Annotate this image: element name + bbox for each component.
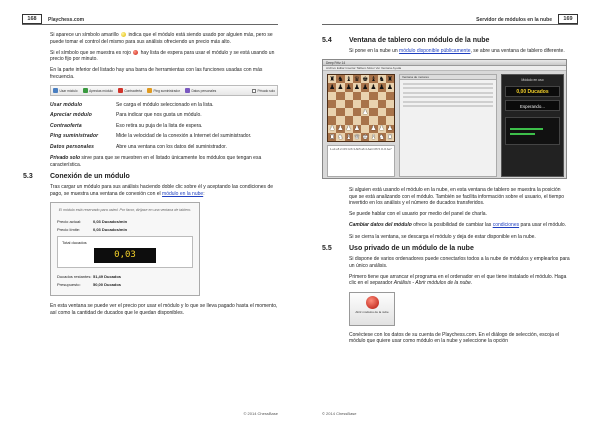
board-square[interactable]: [353, 83, 361, 91]
chess-piece-icon[interactable]: ♟: [386, 124, 393, 133]
section-heading-5-3: 5.3 Conexión de un módulo: [23, 173, 130, 181]
board-square[interactable]: [361, 116, 369, 124]
chess-piece-icon[interactable]: ♞: [337, 132, 344, 141]
closing-paragraph: En esta ventana se puede ver el precio por usar el módulo y lo que se lleva pagado hasta el momento, así como la cantidad de ducados que le quedan disponibles.: [50, 303, 278, 316]
panel-line: [403, 83, 493, 85]
board-square[interactable]: [345, 108, 353, 116]
left-page-number: 168: [22, 14, 42, 24]
right-running-head: Servidor de módulos en la nube: [476, 17, 552, 23]
board-square[interactable]: [336, 92, 344, 100]
board-square[interactable]: [345, 83, 353, 91]
chess-piece-icon[interactable]: ♛: [353, 132, 360, 141]
user-module-icon: [53, 88, 58, 93]
dialog-row: Presupuesto: 50,00 Ducados: [57, 282, 122, 288]
section-5-4-paragraph: Si pone en la nube un módulo disponible públicamente, se abre una ventana de tablero diferente.: [349, 48, 565, 54]
board-square[interactable]: [328, 83, 336, 91]
cloud-panel-title: Módulo en uso: [521, 78, 544, 83]
chess-piece-icon[interactable]: ♞: [337, 74, 344, 83]
board-square[interactable]: [369, 125, 377, 133]
chess-piece-icon[interactable]: ♛: [353, 74, 360, 83]
toolbar-use-module-button[interactable]: Usar módulo: [53, 88, 78, 93]
board-square[interactable]: [378, 83, 386, 91]
board-square[interactable]: [378, 125, 386, 133]
toolbar-personal-data-button[interactable]: Datos personales: [185, 88, 216, 93]
board-square[interactable]: [361, 92, 369, 100]
panel-line: [403, 101, 493, 103]
section-5-5-paragraph-1: Si dispone de varios ordenadores puede conectarlos todos a la nube de módulos y emplearlos para un único análisis.: [349, 256, 570, 269]
like-module-icon: [83, 88, 88, 93]
board-square[interactable]: [336, 100, 344, 108]
open-cloud-modules-button[interactable]: Abrir módulos de la nube: [349, 292, 395, 326]
toolbar-like-module-button[interactable]: Aprecias módulo: [83, 88, 113, 93]
board-square[interactable]: [328, 133, 336, 141]
section-heading-5-5: 5.5 Uso privado de un módulo de la nube: [322, 245, 474, 253]
board-square[interactable]: [361, 125, 369, 133]
cloud-module-icon: [366, 296, 379, 309]
board-square[interactable]: [353, 108, 361, 116]
panel-line: [403, 92, 493, 94]
board-square[interactable]: [345, 92, 353, 100]
chess-piece-icon[interactable]: ♟: [345, 83, 352, 92]
chess-piece-icon[interactable]: ♟: [353, 124, 360, 133]
change-data-paragraph: Cambiar datos del módulo ofrece la posibilidad de cambiar las condiciones para usar el módulo.: [349, 222, 567, 229]
usage-graph: [505, 117, 560, 145]
board-square[interactable]: [353, 100, 361, 108]
chat-paragraph: Se puede hablar con el usuario por medio del panel de charla.: [349, 211, 487, 218]
personal-data-icon: [185, 88, 190, 93]
intro-paragraph-toolbar: En la parte inferior del listado hay una barra de herramientas con las funciones usadas con más frecuencia.: [50, 67, 263, 80]
left-running-head: Playchess.com: [48, 17, 85, 23]
chess-piece-icon[interactable]: ♜: [329, 74, 336, 83]
panel-line: [403, 105, 493, 107]
chess-piece-icon[interactable]: ♟: [337, 124, 344, 133]
board-square[interactable]: [336, 133, 344, 141]
board-square[interactable]: [345, 100, 353, 108]
section-heading-5-4: 5.4 Ventana de tablero con módulo de la nube: [322, 37, 490, 44]
board-info-paragraph: Si alguien está usando el módulo en la nube, en esta ventana de tablero se muestra la posición que se está analizando con el módulo. También se facilita información sobre el usuario, el tiempo invertido en los análisis y el número de ducados transferidos.: [349, 187, 565, 207]
board-square[interactable]: [386, 133, 394, 141]
board-square[interactable]: [378, 133, 386, 141]
board-square[interactable]: [369, 100, 377, 108]
intro-text: Si aparece un símbolo amarillo: [50, 32, 119, 38]
board-square[interactable]: [328, 100, 336, 108]
chess-piece-icon[interactable]: ♟: [345, 124, 352, 133]
right-page: [300, 0, 600, 424]
app-menu-bar: Archivo Editar Insertar Tablero Motor Ver Ventana Ayuda: [323, 66, 566, 71]
board-square[interactable]: [328, 75, 336, 83]
board-square[interactable]: [328, 125, 336, 133]
chess-piece-icon[interactable]: ♞: [378, 132, 385, 141]
board-square[interactable]: [345, 125, 353, 133]
board-square[interactable]: [369, 75, 377, 83]
chess-piece-icon[interactable]: ♟: [370, 83, 377, 92]
dialog-note: El módulo está reservado para usted. Por favor, diríjase en una ventana de tablero.: [58, 208, 192, 213]
checkbox-icon: [252, 89, 256, 93]
board-square[interactable]: [336, 125, 344, 133]
definition-row: Datos personales Abre una ventana con los datos del suministrador.: [50, 143, 227, 150]
section-5-5-paragraph-2: Primero tiene que arrancar el programa en el ordenador en el que tiene instalado el módulo. Haga clic en el separador Análisis - Abrir módulos de la nube.: [349, 273, 567, 287]
board-square[interactable]: [386, 108, 394, 116]
engine-panel-header: Ventana de motores: [400, 75, 496, 80]
board-square[interactable]: [353, 75, 361, 83]
board-square[interactable]: [386, 100, 394, 108]
left-footer: © 2014 ChessBase: [243, 411, 278, 416]
panel-line: [403, 96, 493, 98]
cloud-module-link[interactable]: módulo en la nube: [162, 191, 204, 197]
board-square[interactable]: [386, 83, 394, 91]
chess-piece-icon[interactable]: ♟: [378, 124, 385, 133]
board-square[interactable]: [353, 133, 361, 141]
board-square[interactable]: [386, 125, 394, 133]
conditions-link[interactable]: condiciones: [492, 222, 520, 229]
public-module-link[interactable]: módulo disponible públicamente: [399, 48, 471, 54]
board-square[interactable]: [336, 116, 344, 124]
board-square[interactable]: [369, 83, 377, 91]
board-square[interactable]: [353, 116, 361, 124]
chess-piece-icon[interactable]: ♞: [378, 74, 385, 83]
board-window-screenshot: [322, 59, 567, 179]
ping-icon: [147, 88, 152, 93]
dialog-row: Precio límite: 0,03 Ducados/min: [57, 227, 128, 233]
dialog-total-box: Total ducados 0,03: [57, 236, 193, 268]
chess-piece-icon[interactable]: ♜: [386, 74, 393, 83]
chess-piece-icon[interactable]: ♝: [370, 132, 377, 141]
notation-panel: 1.e4 e5 2.Cf3 Cc6 3.Ab5 a6 4.Aa4 Cf6 5.O-O Ae7: [327, 145, 395, 177]
board-square[interactable]: [378, 108, 386, 116]
board-square[interactable]: [328, 92, 336, 100]
dialog-row: Precio actual: 0,03 Ducados/min: [57, 219, 128, 225]
toolbar-ping-button[interactable]: Ping suministrador: [147, 88, 180, 93]
red-status-icon: [133, 50, 138, 55]
board-square[interactable]: [361, 133, 369, 141]
definition-row: Contraoferta Eso retira su puja de la lista de espera.: [50, 122, 203, 129]
left-page-header: [22, 17, 278, 25]
board-square[interactable]: [369, 108, 377, 116]
close-window-paragraph: Si se cierra la ventana, se descarga el módulo y deja de estar disponible en la nube.: [349, 233, 536, 240]
board-square[interactable]: [353, 125, 361, 133]
chess-piece-icon[interactable]: ♟: [362, 107, 369, 116]
board-square[interactable]: [336, 83, 344, 91]
ducats-display: 0,00 Ducados: [505, 86, 560, 97]
intro-paragraph-yellow: [50, 32, 278, 45]
chess-piece-icon[interactable]: ♟: [370, 124, 377, 133]
chess-piece-icon[interactable]: ♟: [329, 83, 336, 92]
definition-row: Ping suministrador Mide la velocidad de la conexión a Internet del suministrador.: [50, 133, 252, 140]
board-square[interactable]: [361, 108, 369, 116]
private-only-paragraph: Privado solo sirve para que se muestren en el listado únicamente los módulos que tengan esa característica.: [50, 155, 262, 168]
toolbar-counter-offer-button[interactable]: Contraoferta: [118, 88, 142, 93]
board-square[interactable]: [328, 108, 336, 116]
intro-paragraph-red: [50, 50, 278, 63]
section-5-3-paragraph: Tras cargar un módulo para sus análisis haciendo doble clic sobre él y aceptando las condiciones de pago, se muestra una ventana de conexión con el módulo en la nube:: [50, 184, 274, 197]
chess-piece-icon[interactable]: ♝: [370, 74, 377, 83]
section-5-5-paragraph-3: Conéctese con los datos de su cuenta de Playchess.com. En el diálogo de selección, escoja el módulo que quiere usar como módulo en la nube y seleccione la opción: [349, 331, 560, 345]
board-square[interactable]: [328, 116, 336, 124]
graph-line: [510, 128, 543, 130]
engine-panel: [399, 74, 497, 177]
graph-line: [510, 133, 535, 135]
board-square[interactable]: [378, 100, 386, 108]
board-square[interactable]: [386, 92, 394, 100]
board-square[interactable]: [378, 116, 386, 124]
board-square[interactable]: [336, 108, 344, 116]
chess-piece-icon[interactable]: ♟: [378, 83, 385, 92]
app-title-bar: Deep Fritz 14: [323, 60, 566, 66]
chess-piece-icon[interactable]: ♟: [337, 83, 344, 92]
intro-text: hay lista de espera para usar el módulo y se está usando un precio fijo por minuto.: [50, 49, 275, 63]
chess-piece-icon[interactable]: ♚: [362, 74, 369, 83]
chess-piece-icon[interactable]: ♟: [329, 124, 336, 133]
chess-piece-icon[interactable]: ♝: [345, 74, 352, 83]
board-square[interactable]: [345, 75, 353, 83]
right-footer: © 2014 ChessBase: [322, 411, 357, 416]
board-square[interactable]: [386, 116, 394, 124]
right-page-number: 169: [558, 14, 578, 24]
panel-line: [403, 87, 493, 89]
module-toolbar-screenshot: [50, 85, 278, 96]
yellow-status-icon: [121, 32, 126, 37]
cloud-module-panel: [501, 74, 564, 177]
board-square[interactable]: [378, 92, 386, 100]
chess-piece-icon[interactable]: ♝: [345, 132, 352, 141]
definition-row: Apreciar módulo Para indicar que nos gusta un módulo.: [50, 112, 202, 119]
intro-text: Si el símbolo que se muestra es rojo: [50, 49, 131, 56]
right-page-header: [322, 17, 578, 25]
chess-board: [327, 74, 395, 142]
board-square[interactable]: [361, 83, 369, 91]
connection-dialog-screenshot: [50, 202, 200, 296]
board-square[interactable]: [353, 92, 361, 100]
chess-piece-icon[interactable]: ♚: [362, 132, 369, 141]
toolbar-definitions: [50, 102, 278, 150]
intro-text: indica que el módulo está siendo usado por alguien más, pero se puede tomar el control del mismo para sus análisis ofreciendo un precio más alto.: [50, 32, 273, 45]
waiting-display: Esperando...: [505, 100, 560, 111]
board-square[interactable]: [345, 116, 353, 124]
left-page-content: [23, 32, 278, 410]
dialog-row: Ducados restantes: 51,49 Ducados: [57, 274, 122, 280]
ducats-total-display: 0,03: [94, 248, 156, 263]
chess-piece-icon[interactable]: ♜: [329, 132, 336, 141]
board-square[interactable]: [345, 133, 353, 141]
right-page-content: [322, 32, 570, 410]
chess-piece-icon[interactable]: ♟: [362, 83, 369, 92]
board-square[interactable]: [361, 75, 369, 83]
chess-piece-icon[interactable]: ♜: [386, 132, 393, 141]
board-square[interactable]: [369, 92, 377, 100]
definition-row: Usar módulo Se carga el módulo seleccionado en la lista.: [50, 102, 214, 109]
chess-piece-icon[interactable]: ♟: [353, 83, 360, 92]
board-square[interactable]: [369, 133, 377, 141]
board-square[interactable]: [336, 75, 344, 83]
counter-offer-icon: [118, 88, 123, 93]
board-square[interactable]: [369, 116, 377, 124]
toolbar-private-only-checkbox[interactable]: Privado solo: [252, 89, 275, 93]
board-square[interactable]: [361, 100, 369, 108]
chess-piece-icon[interactable]: ♟: [386, 83, 393, 92]
board-square[interactable]: [386, 75, 394, 83]
board-square[interactable]: [378, 75, 386, 83]
